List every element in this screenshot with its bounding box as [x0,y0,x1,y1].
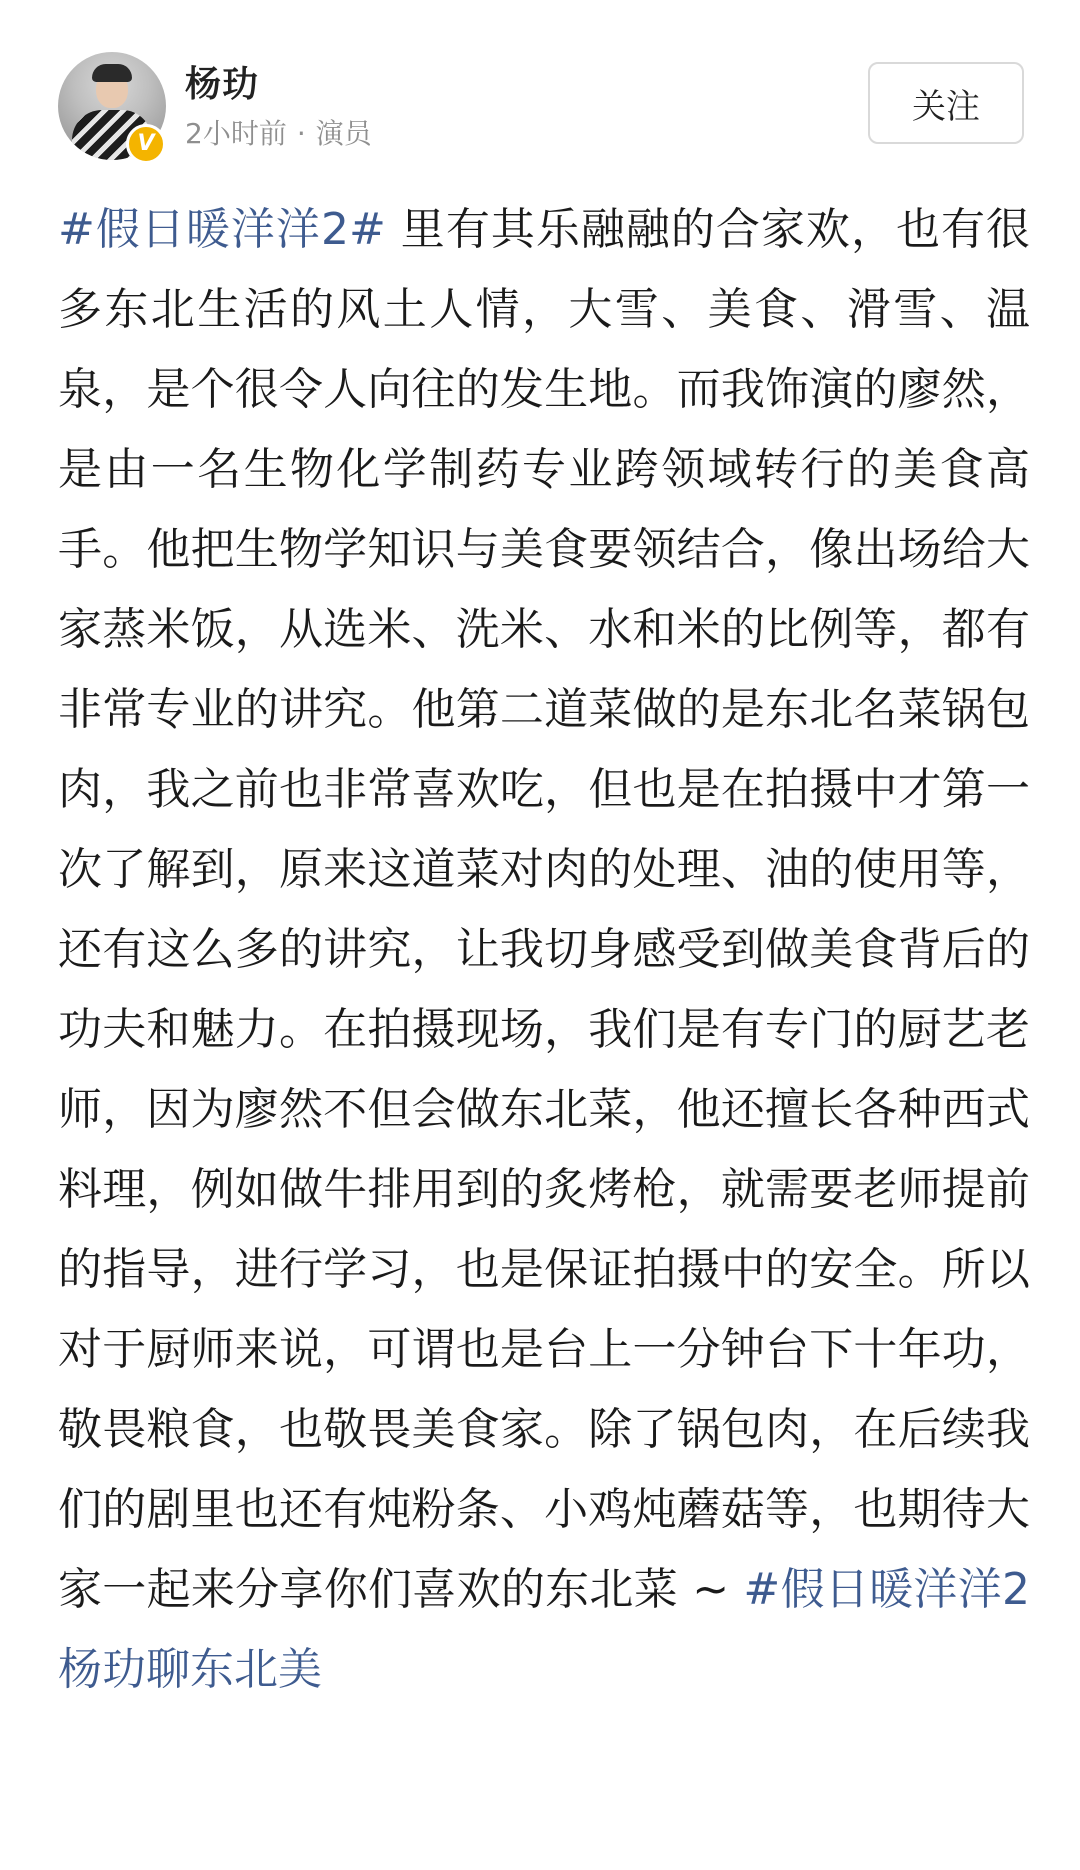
post-body-text: 里有其乐融融的合家欢，也有很多东北生活的风土人情，大雪、美食、滑雪、温泉，是个很令人向往的发生地。而我饰演的廖然，是由一名生物化学制药专业跨领域转行的美食高手。他把生物学知识与美食要领结合，像出场给大家蒸米饭，从选米、洗米、水和米的比例等，都有非常专业的讲究。他第二道菜做的是东北名菜锅包肉，我之前也非常喜欢吃，但也是在拍摄中才第一次了解到，原来这道菜对肉的处理、油的使用等，还有这么多的讲究，让我切身感受到做美食背后的功夫和魅力。在拍摄现场，我们是有专门的厨艺老师，因为廖然不但会做东北菜，他还擅长各种西式料理，例如做牛排用到的炙烤枪，就需要老师提前的指导，进行学习，也是保证拍摄中的安全。所以对于厨师来说，可谓也是台上一分钟台下十年功，敬畏粮食，也敬畏美食家。除了锅包肉，在后续我们的剧里也还有炖粉条、小鸡炖蘑菇等，也期待大家一起来分享你们喜欢的东北菜 ~ [58,204,1030,1615]
post-time: 2小时前 [185,117,287,150]
author-role: 演员 [315,117,372,150]
verified-badge-icon: V [126,124,166,164]
author-name[interactable]: 杨玏 [185,64,260,105]
hashtag-link-start[interactable]: #假日暖洋洋2# [58,204,386,255]
post-meta [185,112,372,152]
follow-button[interactable]: 关注 [868,62,1024,144]
hashtag-link-end[interactable]: #假日暖洋洋2杨玏聊东北美 [58,1564,1030,1695]
meta-separator: · [296,117,306,150]
post-body [58,190,1030,1710]
avatar-hair-shape [92,64,132,82]
post-header [0,0,1080,175]
